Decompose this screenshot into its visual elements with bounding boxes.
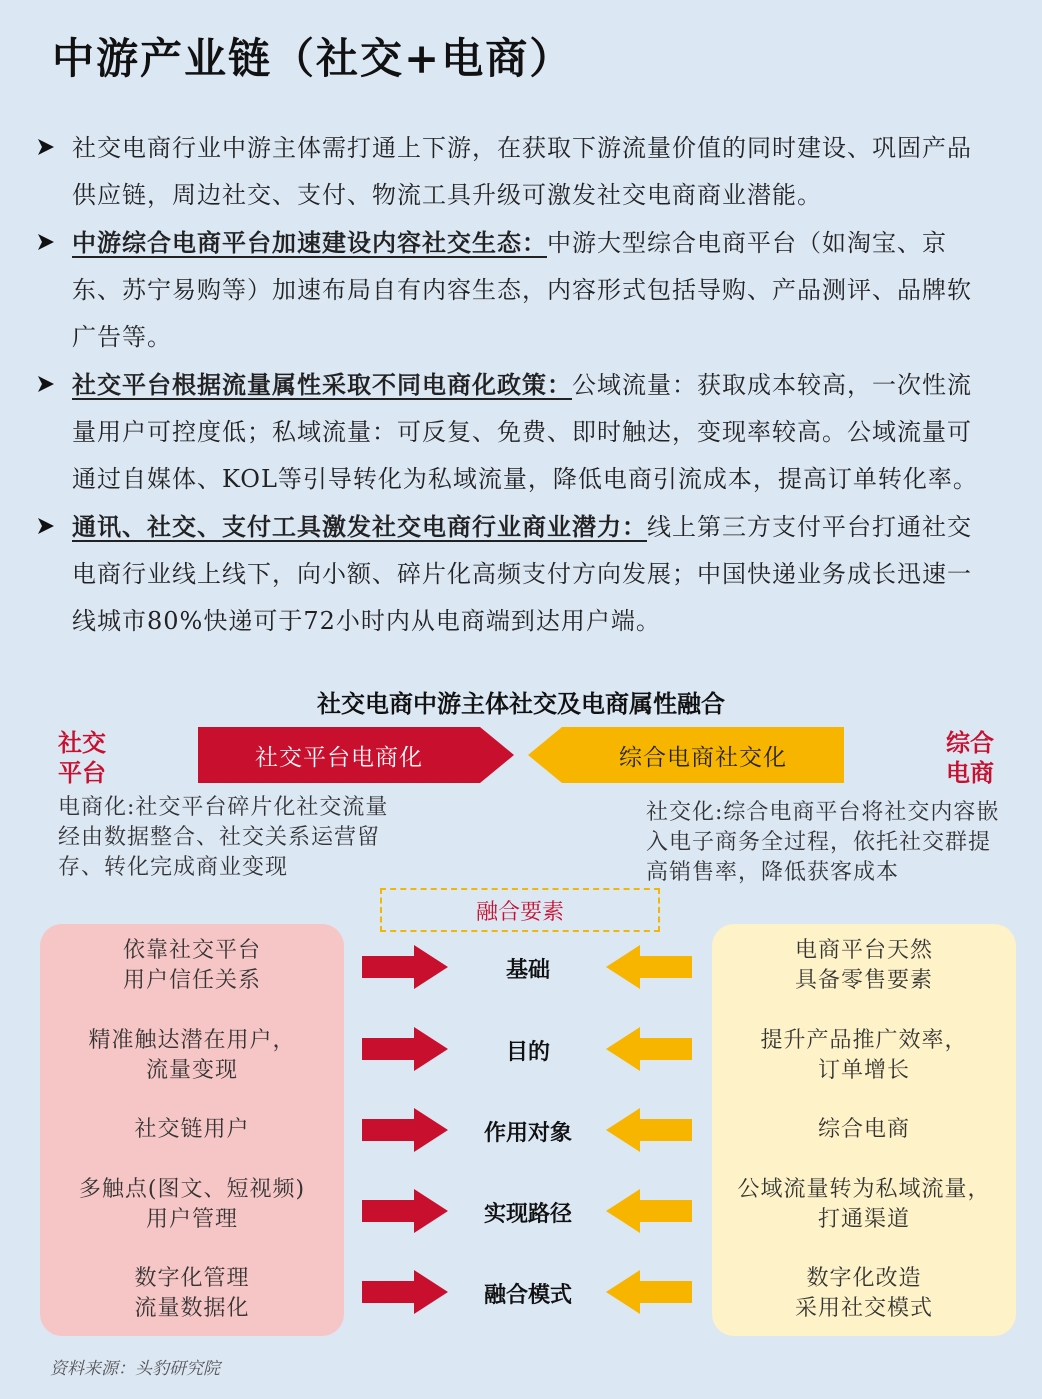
arrow-bullet-icon	[36, 137, 56, 157]
bullet-text: 中游大型综合电商平台（如淘宝、京东、苏宁易购等）加速布局自有内容生态，内容形式包括导购、产品测评、品牌软广告等。	[72, 229, 972, 351]
right-cell: 数字化改造 采用社交模式	[794, 1266, 933, 1321]
bullet-list	[36, 124, 986, 645]
left-side-label: 社交 平台	[58, 728, 106, 787]
right-description: 社交化:综合电商平台将社交内容嵌入电子商务全过程，依托社交群提高销售率，降低获客成本	[646, 800, 1000, 885]
yellow-left-arrow-icon	[606, 945, 692, 989]
left-panel	[40, 924, 344, 1336]
row-label: 基础	[505, 957, 550, 983]
bullet-text: 线上第三方支付平台打通社交电商行业线上线下，向小额、碎片化高频支付方向发展；中国快递业务成长迅速一线城市80%快递可于72小时内从电商端到达用户端。	[72, 513, 972, 635]
red-right-arrow-icon	[362, 1270, 448, 1314]
bullet-lead: 通讯、社交、支付工具激发社交电商行业商业潜力：	[72, 512, 647, 541]
red-right-arrow-icon	[362, 945, 448, 989]
bullet-item	[36, 503, 986, 645]
arrow-bullet-icon	[36, 374, 56, 394]
left-cell: 数字化管理 流量数据化	[134, 1266, 250, 1321]
source-note: 资料来源：头豹研究院	[50, 1359, 220, 1379]
bullet-text: 社交电商行业中游主体需打通上下游，在获取下游流量价值的同时建设、巩固产品供应链，周边社交、支付、物流工具升级可激发社交电商商业潜能。	[72, 134, 972, 209]
arrow-bullet-icon	[36, 516, 56, 536]
row-label: 目的	[505, 1039, 550, 1065]
left-cell: 多触点(图文、短视频) 用户管理	[78, 1177, 306, 1232]
yellow-left-arrow-icon	[606, 1189, 692, 1233]
right-banner	[528, 727, 844, 783]
left-banner	[198, 727, 514, 783]
row-label: 实现路径	[483, 1201, 572, 1227]
red-right-arrow-icon	[362, 1027, 448, 1071]
red-right-arrow-icon	[362, 1108, 448, 1152]
right-side-label: 综合 电商	[946, 728, 994, 787]
row-label: 作用对象	[483, 1120, 572, 1146]
left-cell: 依靠社交平台 用户信任关系	[122, 938, 261, 993]
bullet-item	[36, 361, 986, 503]
left-cell: 社交链用户	[134, 1117, 250, 1142]
right-banner-label: 综合电商社交化	[619, 744, 787, 771]
right-cell: 提升产品推广效率， 订单增长	[760, 1028, 968, 1083]
yellow-left-arrow-icon	[606, 1270, 692, 1314]
diagram-title: 社交电商中游主体社交及电商属性融合	[317, 689, 725, 718]
bullet-item	[36, 124, 986, 219]
red-right-arrow-icon	[362, 1189, 448, 1233]
left-description: 电商化:社交平台碎片化社交流量经由数据整合、社交关系运营留存、转化完成商业变现	[58, 795, 389, 880]
left-banner-label: 社交平台电商化	[255, 744, 423, 771]
page-title: 中游产业链（社交+电商）	[52, 34, 574, 83]
yellow-left-arrow-icon	[606, 1108, 692, 1152]
bullet-lead: 中游综合电商平台加速建设内容社交生态：	[72, 228, 547, 257]
left-cell: 精准触达潜在用户， 流量变现	[88, 1028, 296, 1083]
fusion-elements-label: 融合要素	[380, 888, 660, 932]
row-label: 融合模式	[483, 1282, 572, 1308]
right-cell: 公域流量转为私域流量， 打通渠道	[737, 1177, 991, 1232]
bullet-item	[36, 219, 986, 361]
arrow-bullet-icon	[36, 232, 56, 252]
right-cell: 电商平台天然 具备零售要素	[794, 938, 933, 993]
right-panel	[712, 924, 1016, 1336]
bullet-lead: 社交平台根据流量属性采取不同电商化政策：	[72, 370, 572, 399]
right-cell: 综合电商	[817, 1117, 910, 1142]
yellow-left-arrow-icon	[606, 1027, 692, 1071]
bullet-text: 公域流量：获取成本较高，一次性流量用户可控度低；私域流量：可反复、免费、即时触达，变现率较高。公域流量可通过自媒体、KOL等引导转化为私域流量，降低电商引流成本，提高订单转化率。	[72, 371, 978, 493]
